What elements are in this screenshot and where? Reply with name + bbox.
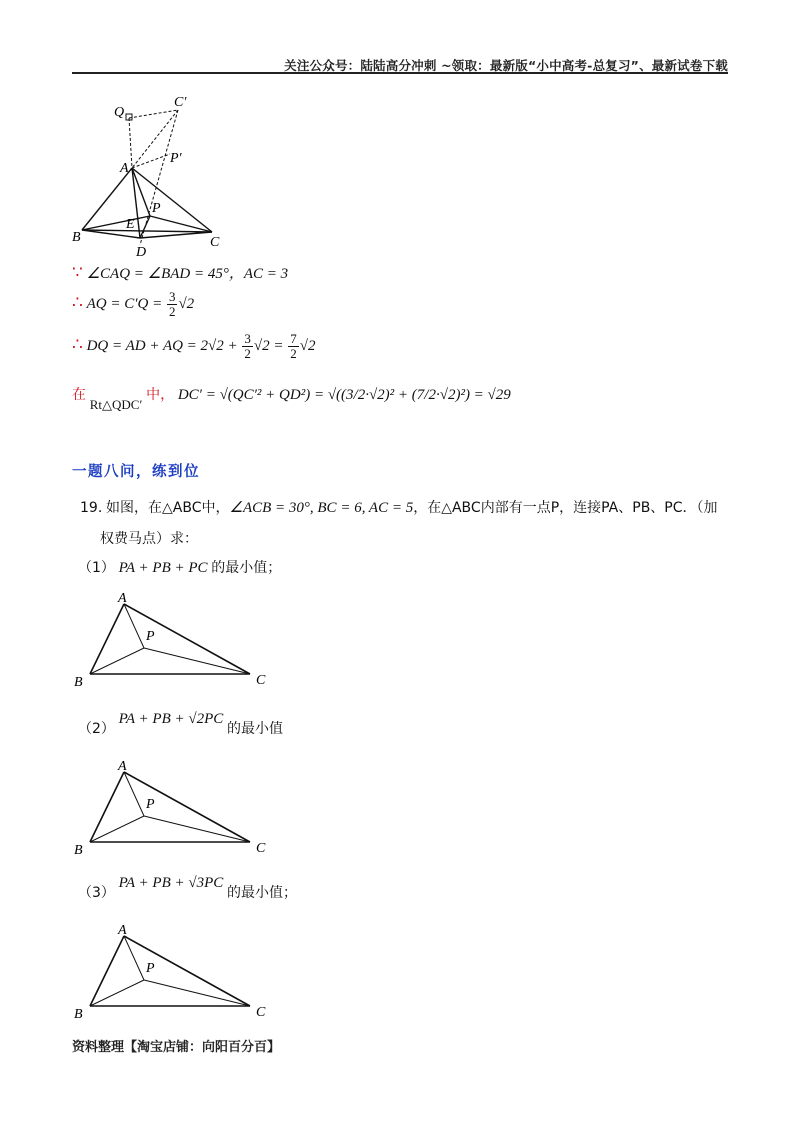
label-a: A	[118, 759, 127, 774]
label-p: P	[146, 961, 155, 976]
label-c: C	[256, 673, 266, 688]
label-a: A	[118, 591, 127, 606]
label-p-prime: P′	[170, 151, 182, 166]
label-d: D	[136, 245, 147, 260]
question-1: （1） PA + PB + PC 的最小值；	[78, 560, 282, 576]
question-3: （3） PA + PB + √3PC 的最小值；	[78, 875, 298, 901]
fraction: $\frac{3}{2}$	[244, 331, 251, 361]
label-p: P	[152, 201, 161, 216]
page-footer: 资料整理【淘宝店铺：向阳百分百】	[72, 1040, 281, 1055]
label-b: B	[72, 230, 81, 245]
label-c-prime: C′	[174, 95, 187, 110]
triangle-figure-2	[72, 756, 282, 858]
construction-figure	[70, 90, 240, 260]
label-p: P	[146, 797, 155, 812]
header-divider	[72, 72, 728, 74]
label-c: C	[256, 841, 266, 856]
triangle-figure-1	[72, 588, 282, 690]
solution-line-2: ∴ AQ = C′Q = $\frac{3}{2}$ √2	[72, 289, 195, 319]
triangle-figure-3	[72, 920, 282, 1022]
label-b: B	[74, 843, 83, 858]
label-a: A	[118, 923, 127, 938]
label-b: B	[74, 1007, 83, 1022]
section-title: 一题八问，练到位	[72, 464, 200, 480]
fraction: $\frac{7}{2}$	[290, 331, 297, 361]
label-c: C	[210, 235, 220, 250]
question-2: （2） PA + PB + √2PC 的最小值	[78, 711, 284, 737]
label-p: P	[146, 629, 155, 644]
problem-statement-cont: 权费马点）求：	[100, 531, 198, 547]
page-header: 关注公众号：陆陆高分冲刺 ~领取：最新版“小中高考-总复习”、最新试卷下载	[284, 58, 728, 73]
label-c: C	[256, 1005, 266, 1020]
problem-statement: 19. 如图，在△ABC中，∠ACB = 30°, BC = 6, AC = 5，在△ABC内部有一点P，连接PA、PB、PC．（加	[80, 500, 718, 516]
solution-line-3: ∴ DQ = AD + AQ = 2√2 + $\frac{3}{2}$ √2 = $\frac{7}{2}$ √2	[72, 331, 316, 361]
label-e: E	[126, 217, 135, 232]
label-a: A	[120, 161, 129, 176]
label-q: Q	[114, 105, 125, 120]
label-b: B	[74, 675, 83, 690]
solution-line-1: ∵ ∠CAQ = ∠BAD = 45°，AC = 3	[72, 263, 289, 282]
solution-line-4: 在 Rt△QDC′ 中， DC′ = √(QC′² + QD²) = √((3/2·√2)² + (7/2·√2)²) = √29	[72, 387, 511, 412]
fraction: $\frac{3}{2}$	[168, 289, 176, 319]
